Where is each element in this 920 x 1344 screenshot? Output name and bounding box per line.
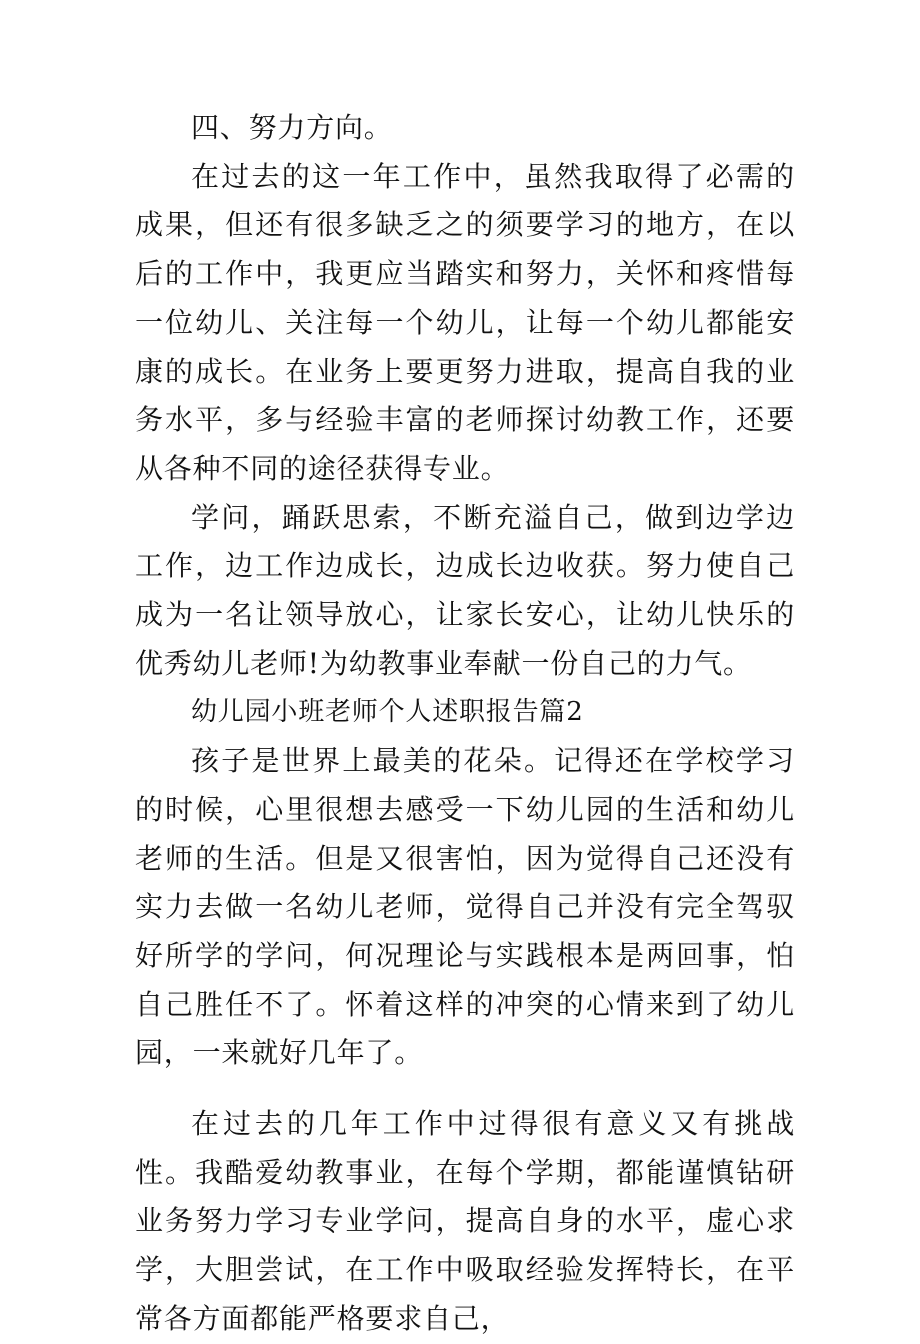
paragraph-gap bbox=[135, 1078, 795, 1100]
section-heading: 四、努力方向。 bbox=[191, 111, 393, 144]
document-body bbox=[135, 104, 795, 1344]
paragraph: 在过去的几年工作中过得很有意义又有挑战性。我酷爱幼教事业，在每个学期，都能谨慎钻研业务努力学习专业学问，提高自身的水平，虚心求学，大胆尝试，在工作中吸取经验发挥特长，在平常各方面都能严格要求自己， bbox=[135, 1107, 795, 1335]
article-title: 幼儿园小班老师个人述职报告篇2 bbox=[191, 697, 584, 728]
paragraph: 学问，踊跃思索，不断充溢自己，做到边学边工作，边工作边成长，边成长边收获。努力使自己成为一名让领导放心，让家长安心，让幼儿快乐的优秀幼儿老师!为幼教事业奉献一份自己的力气。 bbox=[135, 500, 795, 680]
paragraph: 孩子是世界上最美的花朵。记得还在学校学习的时候，心里很想去感受一下幼儿园的生活和幼儿老师的生活。但是又很害怕，因为觉得自己还没有实力去做一名幼儿老师，觉得自己并没有完全驾驭好所学的学问，何况理论与实践根本是两回事，怕自己胜任不了。怀着这样的冲突的心情来到了幼儿园，一来就好几年了。 bbox=[135, 744, 795, 1070]
paragraph: 在过去的这一年工作中，虽然我取得了必需的成果，但还有很多缺乏之的须要学习的地方，在以后的工作中，我更应当踏实和努力，关怀和疼惜每一位幼儿、关注每一个幼儿，让每一个幼儿都能安康的成长。在业务上要更努力进取，提高自我的业务水平，多与经验丰富的老师探讨幼教工作，还要从各种不同的途径获得专业。 bbox=[135, 159, 795, 485]
